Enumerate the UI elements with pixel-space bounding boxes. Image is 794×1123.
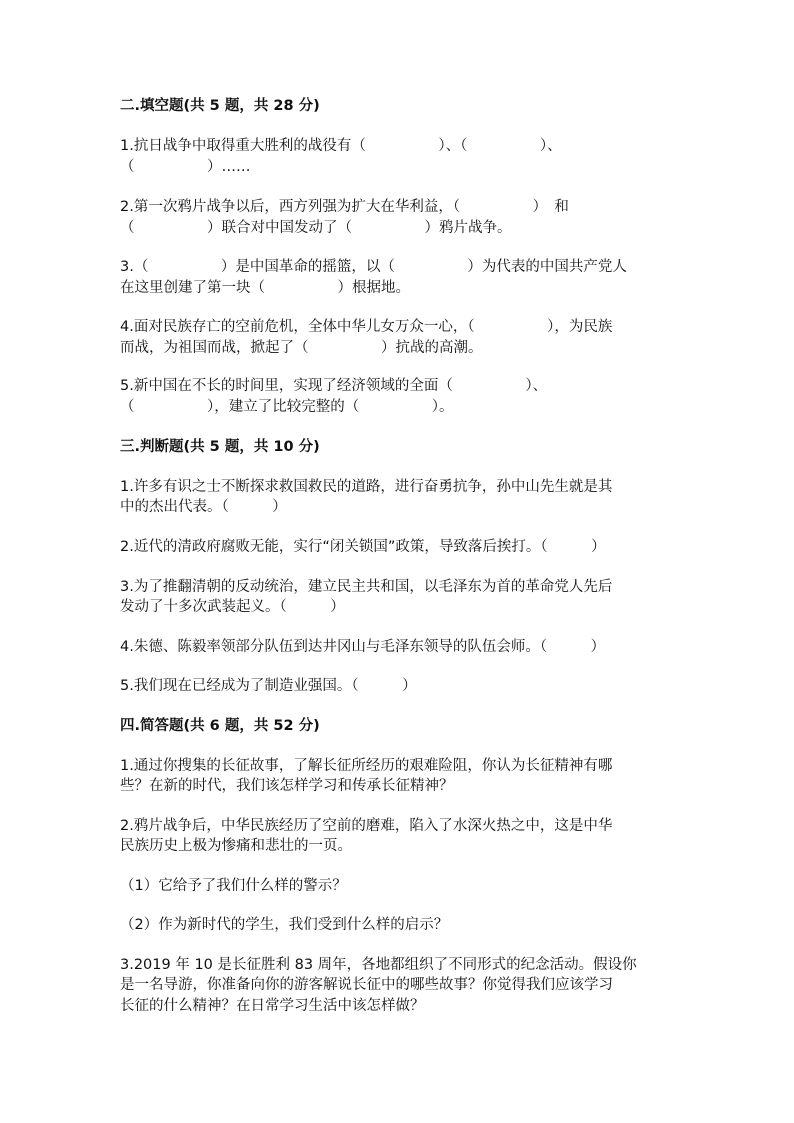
fill-question-5-line-2: （ ），建立了比较完整的（ ）。 <box>120 399 454 415</box>
judge-question-2-line-1: 2.近代的清政府腐败无能，实行“闭关锁国”政策，导致落后挨打。（ ） <box>120 539 606 555</box>
judge-section-heading: 三.判断题(共 5 题，共 10 分) <box>120 439 320 455</box>
fill-question-5-line-1: 5.新中国在不长的时间里，实现了经济领域的全面（ ）、 <box>120 378 548 394</box>
essay-question-2-line-2: 民族历史上极为惨痛和悲壮的一页。 <box>120 838 352 854</box>
essay-question-2-line-1: 2.鸦片战争后，中华民族经历了空前的磨难，陷入了水深火热之中，这是中华 <box>120 818 613 834</box>
judge-question-5-line-1: 5.我们现在已经成为了制造业强国。（ ） <box>120 678 417 694</box>
essay-question-3-line-3: 长征的什么精神？在日常学习生活中该怎样做？ <box>120 998 425 1014</box>
fill-section-heading: 二.填空题(共 5 题，共 28 分) <box>120 98 320 114</box>
essay-question-1-line-2: 些？在新的时代，我们该怎样学习和传承长征精神？ <box>120 778 454 794</box>
essay-question-1-line-1: 1.通过你搜集的长征故事，了解长征所经历的艰难险阻，你认为长征精神有哪 <box>120 758 613 774</box>
fill-question-2-line-1: 2.第一次鸦片战争以后，西方列强为扩大在华利益，（ ） 和 <box>120 199 569 215</box>
judge-question-1-line-2: 中的杰出代表。（ ） <box>120 499 287 515</box>
essay-question-2-sub-2: （2）作为新时代的学生，我们受到什么样的启示？ <box>120 917 449 933</box>
fill-question-3-line-1: 3.（ ）是中国革命的摇篮，以（ ）为代表的中国共产党人 <box>120 259 627 275</box>
judge-question-4-line-1: 4.朱德、陈毅率领部分队伍到达井冈山与毛泽东领导的队伍会师。（ ） <box>120 639 606 655</box>
fill-question-2-line-2: （ ）联合对中国发动了（ ）鸦片战争。 <box>120 220 512 236</box>
essay-question-3-line-1: 3.2019 年 10 是长征胜利 83 周年，各地都组织了不同形式的纪念活动。假设你 <box>120 957 637 973</box>
judge-question-3-line-1: 3.为了推翻清朝的反动统治，建立民主共和国，以毛泽东为首的革命党人先后 <box>120 579 613 595</box>
essay-question-2-sub-1: （1）它给予了我们什么样的警示？ <box>120 878 347 894</box>
essay-question-3-line-2: 是一名导游，你准备向你的游客解说长征中的哪些故事？你觉得我们应该学习 <box>120 977 613 993</box>
fill-question-4-line-2: 而战，为祖国而战，掀起了（ ）抗战的高潮。 <box>120 340 483 356</box>
judge-question-1-line-1: 1.许多有识之士不断探求救国救民的道路，进行奋勇抗争，孙中山先生就是其 <box>120 479 613 495</box>
fill-question-1-line-2: （ ）…… <box>120 159 251 175</box>
judge-question-3-line-2: 发动了十多次武装起义。（ ） <box>120 599 345 615</box>
fill-question-3-line-2: 在这里创建了第一块（ ）根据地。 <box>120 280 410 296</box>
fill-question-4-line-1: 4.面对民族存亡的空前危机，全体中华儿女万众一心，（ ），为民族 <box>120 319 613 335</box>
essay-section-heading: 四.简答题(共 6 题，共 52 分) <box>120 718 320 734</box>
fill-question-1-line-1: 1.抗日战争中取得重大胜利的战役有（ ）、（ ）、 <box>120 138 562 154</box>
